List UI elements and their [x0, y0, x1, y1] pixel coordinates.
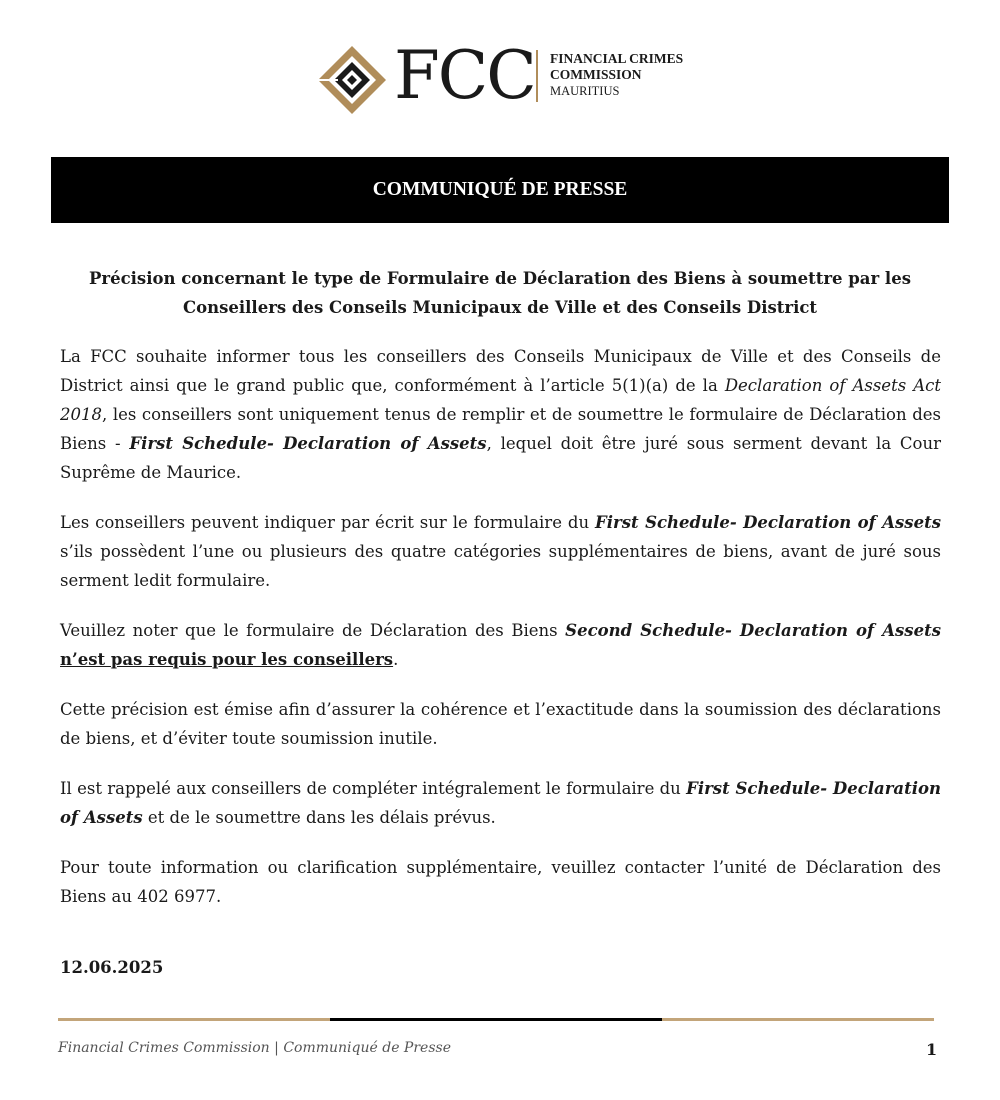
p3-text-a: Veuillez noter que le formulaire de Déclaration des Biens	[60, 621, 566, 640]
press-release-banner: COMMUNIQUÉ DE PRESSE	[51, 157, 949, 223]
footer-rule-right	[662, 1018, 934, 1021]
fcc-logo-icon	[316, 44, 388, 116]
p2-form-name: First Schedule- Declaration of Assets	[595, 513, 941, 532]
header	[0, 38, 1000, 118]
p1-text-e: , lequel doit être juré sous serment devant la Cour Suprême de Maurice.	[60, 434, 941, 482]
footer-rule-left	[58, 1018, 330, 1021]
subject-line1: Précision concernant le type de Formulaire de Déclaration des Biens à soumettre par les	[89, 269, 911, 288]
p1-text-a: La FCC souhaite informer tous les conseillers des Conseils Municipaux de Ville et des Conseils de District ainsi que le grand public que, conformément à l’article 5(1)(a) de la	[60, 347, 941, 395]
p3-emphasis: n’est pas requis pour les conseillers	[60, 650, 394, 669]
release-date: 12.06.2025	[60, 958, 164, 977]
logo-org-line3: MAURITIUS	[550, 84, 620, 98]
p3-text-d: .	[393, 650, 399, 669]
p1-form-name: First Schedule- Declaration of Assets	[129, 434, 487, 453]
p5-text-a: Il est rappelé aux conseillers de compléter intégralement le formulaire du	[60, 779, 687, 798]
logo-separator	[536, 50, 538, 102]
p5-text-c: et de le soumettre dans les délais prévus.	[142, 808, 496, 827]
subject-line2: Conseillers des Conseils Municipaux de Ville et des Conseils District	[182, 298, 818, 317]
p2-text-a: Les conseillers peuvent indiquer par écrit sur le formulaire du	[60, 513, 596, 532]
logo-brand: FCC	[394, 37, 535, 114]
p1-text-c: , les conseillers sont uniquement tenus de remplir et de soumettre le formulaire de Déclaration des Biens -	[60, 405, 941, 453]
paragraph-1	[60, 342, 941, 487]
body-text	[60, 342, 941, 932]
logo-organization	[550, 51, 683, 99]
paragraph-4: Cette précision est émise afin d’assurer la cohérence et l’exactitude dans la soumission des déclarations de biens, et d’éviter toute soumission inutile.	[60, 700, 941, 748]
paragraph-5	[60, 774, 941, 832]
p3-form-name: Second Schedule- Declaration of Assets	[565, 621, 942, 640]
p1-act-name: Declaration of Assets Act 2018	[60, 376, 941, 424]
paragraph-3	[60, 616, 941, 674]
logo-org-line1: FINANCIAL CRIMES	[550, 51, 684, 66]
page-number: 1	[926, 1040, 938, 1059]
paragraph-6: Pour toute information ou clarification supplémentaire, veuillez contacter l’unité de Déclaration des Biens au 402 6977.	[60, 858, 941, 906]
paragraph-2	[60, 508, 941, 595]
footer-caption: Financial Crimes Commission | Communiqué de Presse	[58, 1040, 451, 1056]
logo-org-line2: COMMISSION	[550, 67, 642, 82]
subject-heading	[60, 264, 940, 322]
p2-text-c: s’ils possèdent l’une ou plusieurs des quatre catégories supplémentaires de biens, avant de juré sous serment ledit formulaire.	[60, 542, 941, 590]
footer-rule-center	[330, 1018, 662, 1021]
p5-form-name: First Schedule- Declaration of Assets	[60, 779, 941, 827]
